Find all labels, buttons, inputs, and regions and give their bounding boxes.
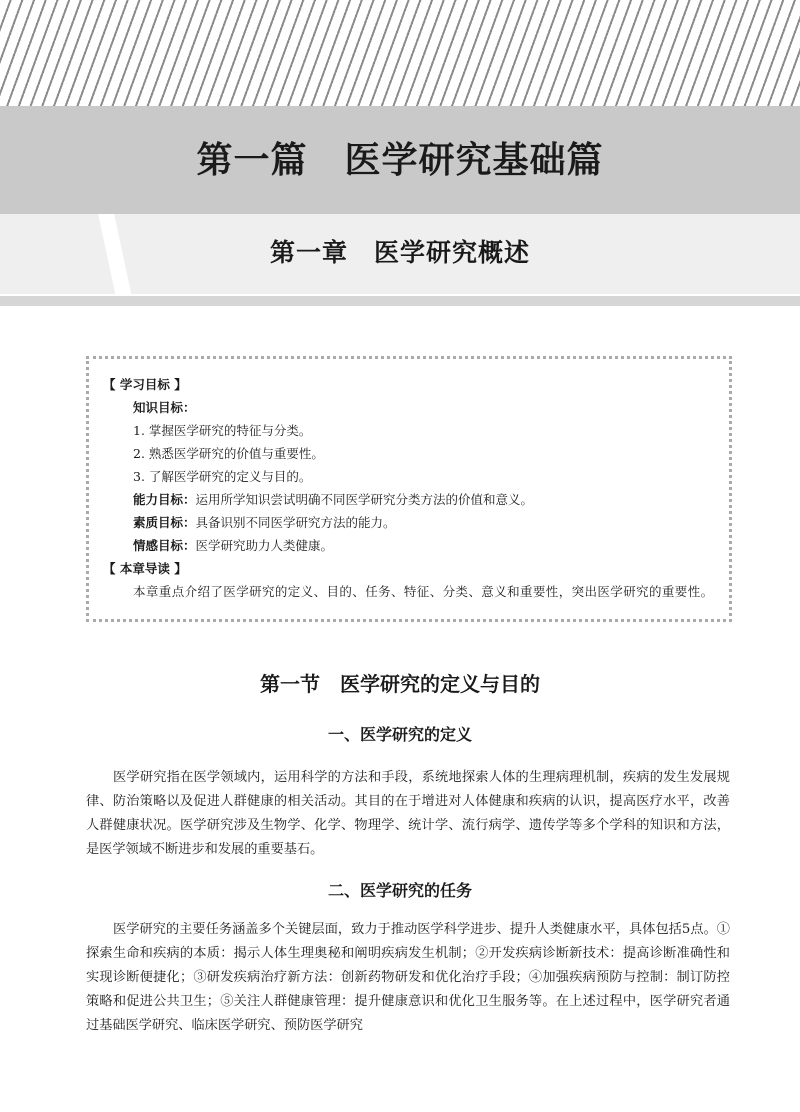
definition-paragraph: 医学研究指在医学领域内，运用科学的方法和手段，系统地探索人体的生理病理机制，疾病的发生发展规律、防治策略以及促进人群健康的相关活动。其目的在于增进对人体健康和疾病的认识，提高医疗水平，改善人群健康状况。医学研究涉及生物学、化学、物理学、统计学、流行病学、遗传学等多个学科的知识和方法，是医学领域不断进步和发展的重要基石。 — [86, 770, 730, 857]
emotion-goal-label: 情感目标： — [133, 538, 196, 553]
quality-goal — [103, 511, 715, 534]
subsection-title-tasks: 二、医学研究的任务 — [327, 881, 472, 900]
knowledge-goal-heading — [103, 396, 715, 419]
knowledge-goal-label: 知识目标： — [133, 400, 196, 415]
subsection-title-definition: 一、医学研究的定义 — [327, 725, 472, 744]
quality-goal-label: 素质目标： — [133, 515, 196, 530]
emotion-goal — [103, 534, 715, 557]
chapter-rule — [0, 296, 800, 306]
learning-goals-box — [86, 356, 732, 622]
section-title: 第一节 医学研究的定义与目的 — [260, 672, 540, 696]
part-title: 第一篇 医学研究基础篇 — [196, 139, 604, 181]
learning-goals-header: 【 学习目标 】 — [103, 377, 187, 392]
knowledge-item: 1. 掌握医学研究的特征与分类。 — [133, 423, 312, 438]
knowledge-item: 3. 了解医学研究的定义与目的。 — [133, 469, 312, 484]
quality-goal-text: 具备识别不同医学研究方法的能力。 — [195, 515, 396, 530]
chapter-guide-text: 本章重点介绍了医学研究的定义、目的、任务、特征、分类、意义和重要性，突出医学研究的重要性。 — [133, 584, 714, 599]
chapter-title: 第一章 医学研究概述 — [269, 238, 530, 267]
tasks-paragraph: 医学研究的主要任务涵盖多个关键层面，致力于推动医学科学进步、提升人类健康水平，具体包括5点。①探索生命和疾病的本质：揭示人体生理奥秘和阐明疾病发生机制；②开发疾病诊断新技术：提高诊断准确性和实现诊断便捷化；③研发疾病治疗新方法：创新药物研发和优化治疗手段；④加强疾病预防与控制：制订防控策略和促进公共卫生；⑤关注人群健康管理：提升健康意识和优化卫生服务等。在上述过程中，医学研究者通过基础医学研究、临床医学研究、预防医学研究 — [86, 922, 730, 1033]
chapter-guide-header: 【 本章导读 】 — [103, 561, 187, 576]
emotion-goal-text: 医学研究助力人类健康。 — [195, 538, 334, 553]
knowledge-item: 2. 熟悉医学研究的价值与重要性。 — [133, 446, 324, 461]
ability-goal-label: 能力目标： — [133, 492, 196, 507]
header-stripes — [0, 0, 800, 106]
ability-goal — [103, 488, 715, 511]
ability-goal-text: 运用所学知识尝试明确不同医学研究分类方法的价值和意义。 — [195, 492, 534, 507]
